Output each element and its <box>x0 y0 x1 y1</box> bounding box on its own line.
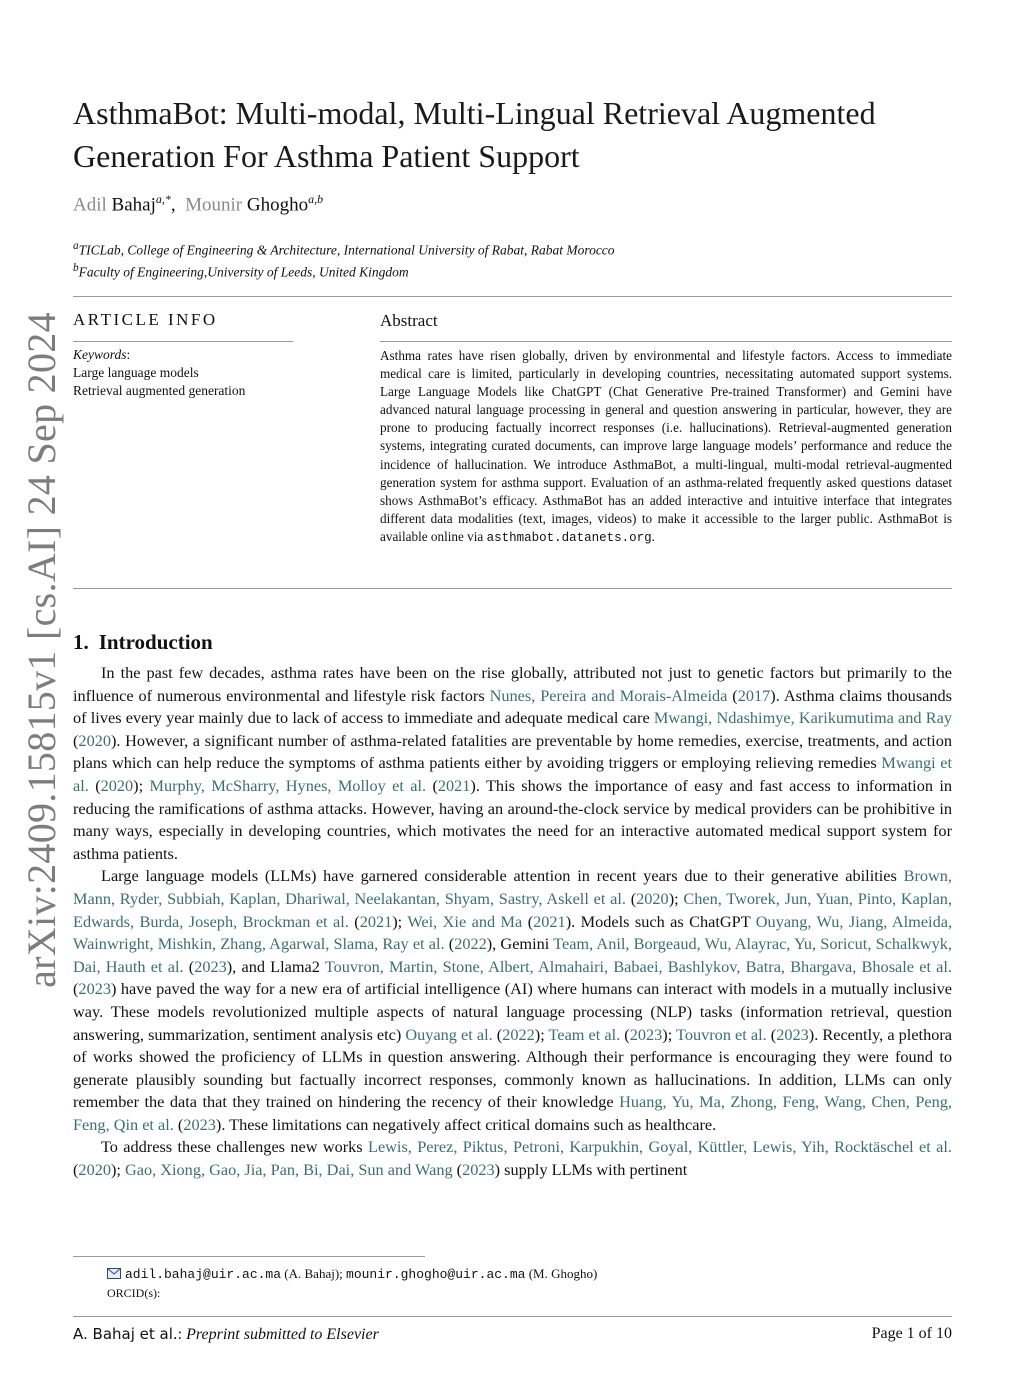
section-heading <box>73 630 213 655</box>
body-text: ( <box>625 888 637 908</box>
footnote <box>107 1265 597 1302</box>
citation-link[interactable]: Chen, Tworek, Jun, Yuan, Pinto, Kaplan, Edwards, Burda, Joseph, Brockman et al. <box>73 888 953 931</box>
email-owner-1: (A. Bahaj); <box>281 1266 347 1281</box>
abstract-url-link[interactable]: asthmabot.datanets.org <box>486 530 652 545</box>
envelope-icon <box>107 1268 121 1279</box>
header-divider <box>73 296 952 297</box>
body-text: ); <box>534 1024 549 1044</box>
citation-link[interactable]: Brown, Mann, Ryder, Subbiah, Kaplan, Dhariwal, Neelakantan, Shyam, Sastry, Askell et al. <box>73 866 952 908</box>
page-number: Page 1 of 10 <box>871 1325 952 1342</box>
orcid-label: ORCID(s): <box>107 1286 161 1300</box>
affiliation-b-text: Faculty of Engineering,University of Leeds, United Kingdom <box>78 264 409 280</box>
body-text: ( <box>620 1024 630 1044</box>
affiliation-a <box>73 240 615 259</box>
body-text: ( <box>727 685 738 705</box>
author-2-sup: a,b <box>308 192 324 206</box>
citation-link[interactable]: 2022 <box>454 934 487 954</box>
citation-link[interactable]: Touvron et al. <box>676 1024 767 1044</box>
citation-link[interactable]: Nunes, Pereira and Morais-Almeida <box>489 685 728 705</box>
citation-link[interactable]: Team, Anil, Borgeaud, Wu, Alayrac, Yu, Soricut, Schalkwyk, Dai, Hauth et al. <box>73 934 952 976</box>
body-text: ), and Llama2 <box>226 956 325 976</box>
citation-link[interactable]: 2020 <box>78 1160 111 1180</box>
affiliation-b-mark: b <box>73 262 79 274</box>
citation-link[interactable]: Wei, Xie and Ma <box>407 911 523 931</box>
footer-venue: Preprint submitted to Elsevier <box>186 1326 379 1343</box>
body-text: In the past few decades, asthma rates have been on the rise globally, attributed not just to genetic factors but primarily to the influence of numerous environmental and lifestyle risk factors <box>73 663 952 705</box>
article-info-heading: ARTICLE INFO <box>73 310 218 329</box>
keywords-label: Keywords <box>73 347 127 362</box>
citation-link[interactable]: 2023 <box>629 1024 663 1044</box>
email-link-2[interactable]: mounir.ghogho@uir.ac.ma <box>346 1267 526 1282</box>
citation-link[interactable]: Murphy, McSharry, Hynes, Molloy et al. <box>149 775 427 795</box>
footer-divider <box>73 1316 952 1317</box>
author-1-sup: a,* <box>155 192 171 206</box>
footer-authors: A. Bahaj et al. <box>73 1325 178 1343</box>
author-1-last: Bahaj <box>111 194 156 216</box>
body-text: ). These limitations can negatively affect critical domains such as healthcare. <box>215 1114 717 1134</box>
body-text: ); <box>662 1024 677 1044</box>
body-text: To address these challenges new works <box>101 1137 368 1157</box>
citation-link[interactable]: 2023 <box>78 979 111 999</box>
body-text: Large language models (LLMs) have garnered considerable attention in recent years due to their generative abilities <box>101 866 904 886</box>
abstract-end: . <box>651 528 655 544</box>
affiliation-a-mark: a <box>73 240 79 252</box>
body-text: ( <box>88 775 101 795</box>
body-text: ); <box>668 888 684 908</box>
keyword-item: Large language models <box>73 365 199 380</box>
abstract-body <box>380 347 952 547</box>
citation-link[interactable]: Ouyang, Wu, Jiang, Almeida, Wainwright, Mishkin, Zhang, Agarwal, Slama, Ray et al. <box>73 911 953 954</box>
citation-link[interactable]: Ouyang et al. <box>405 1024 493 1044</box>
body-text: ). This shows the importance of easy and fast access to information in reducing the ramifications of asthma attacks. However, having an around-the-clock service by medical providers can be prohibitive in many ways, especially in developing countries, which motivates the need for an interactive automated medical support system for asthma patients. <box>73 775 952 863</box>
citation-link[interactable]: Huang, Yu, Ma, Zhong, Feng, Wang, Chen, Peng, Feng, Qin et al. <box>73 1092 952 1134</box>
body-text: ( <box>73 979 79 999</box>
section-number: 1. <box>73 630 89 654</box>
email-link-1[interactable]: adil.bahaj@uir.ac.ma <box>125 1267 282 1282</box>
keywords-block: Keywords: Large language models Retrieval augmented generation <box>73 347 246 398</box>
citation-link[interactable]: 2023 <box>183 1114 216 1134</box>
body-text: ) supply LLMs with pertinent <box>494 1160 688 1180</box>
body-text: ( <box>492 1024 503 1044</box>
citation-link[interactable]: 2021 <box>533 911 566 931</box>
body-text: ), Gemini <box>486 934 554 954</box>
body-text: ); <box>133 775 150 795</box>
footer-colon: : <box>177 1326 187 1343</box>
body-text: ( <box>766 1024 777 1044</box>
citation-link[interactable]: Team et al. <box>548 1024 621 1044</box>
author-1-first: Adil <box>73 194 107 216</box>
author-2-first: Mounir <box>185 194 243 216</box>
abstract-rule <box>380 341 952 342</box>
body-text: ) have paved the way for a new era of artificial intelligence (AI) where humans can interact with models in a mutually inclusive way. These models revolutionized multiple aspects of natural language processing (NLP) tasks (information retrieval, question answering, summarization, sentiment analysis etc) <box>73 979 952 1044</box>
affiliation-b <box>73 262 409 281</box>
arxiv-stamp: arXiv:2409.15815v1 [cs.AI] 24 Sep 2024 <box>19 312 64 988</box>
abstract-text: Asthma rates have risen globally, driven by environmental and lifestyle factors. Access to immediate medical care is limited, particularly in developing countries, necessitating automated support systems. Large Language Models like ChatGPT (Chat Generative Pre-trained Transformer) and Gemini have advanced natural language processing in general and question answering in particular, however, they are prone to producing factually incorrect responses (i.e. hallucinations). Retrieval-augmented generation systems, integrating curated documents, can improve large language models’ performance and reduce the incidence of hallucination. We introduce AsthmaBot, a multi-lingual, multi-modal retrieval-augmented generation system for asthma support. Evaluation of an asthma-related frequently asked questions dataset shows AsthmaBot’s efficacy. AsthmaBot has an added interactive and intuitive interface that integrates different data modalities (text, images, videos) to make it accessible to the larger public. AsthmaBot is available online via <box>380 348 952 544</box>
paper-title: AsthmaBot: Multi-modal, Multi-Lingual Retrieval Augmented Generation For Asthma Patient Support <box>73 95 876 174</box>
citation-link[interactable]: Gao, Xiong, Gao, Jia, Pan, Bi, Dai, Sun and Wang <box>125 1160 453 1180</box>
body-text: ). However, a significant number of asthma-related fatalities are preventable by home remedies, exercise, treatments, and action plans which can help reduce the symptoms of asthma patients either by avoiding triggers or employing relieving remedies <box>73 730 952 773</box>
abstract-heading: Abstract <box>380 311 438 330</box>
body-text: ( <box>348 911 360 931</box>
body-text: ); <box>392 911 408 931</box>
affiliation-a-text: TICLab, College of Engineering & Architecture, International University of Rabat, Rabat Morocco <box>78 242 615 258</box>
citation-link[interactable]: 2023 <box>194 956 227 976</box>
abstract-divider <box>73 588 952 589</box>
citation-link[interactable]: 2020 <box>636 888 669 908</box>
intro-paragraph-1 <box>73 662 952 865</box>
citation-link[interactable]: Lewis, Perez, Piktus, Petroni, Karpukhin, Goyal, Küttler, Lewis, Yih, Rocktäschel et al. <box>368 1137 952 1157</box>
citation-link[interactable]: 2020 <box>100 775 134 795</box>
keyword-item: Retrieval augmented generation <box>73 383 246 398</box>
citation-link[interactable]: 2023 <box>462 1160 495 1180</box>
intro-body <box>73 662 952 1182</box>
body-text: ( <box>452 1160 463 1180</box>
body-text: ). Recently, a plethora of works showed the proficiency of LLMs in question answering. Although their performance is encouraging they were found to generate plausibly sounding but factually incorrect responses, commonly known as hallucinations. In addition, LLMs can only remember the data that they trained on hindering the recency of their knowledge <box>73 1024 952 1112</box>
email-owner-2: (M. Ghogho) <box>525 1266 598 1281</box>
citation-link[interactable]: Mwangi et al. <box>73 753 952 795</box>
citation-link[interactable]: 2021 <box>437 775 471 795</box>
citation-link[interactable]: 2020 <box>78 730 111 750</box>
body-text: ( <box>183 956 195 976</box>
body-text: ( <box>522 911 534 931</box>
body-text: ( <box>444 934 455 954</box>
citation-link[interactable]: 2022 <box>502 1024 535 1044</box>
author-2-last: Ghogho <box>246 194 309 216</box>
body-text: ). Models such as ChatGPT <box>565 911 756 931</box>
intro-paragraph-3 <box>73 1136 952 1181</box>
footnote-rule <box>73 1256 425 1257</box>
article-info-rule <box>73 341 293 342</box>
body-text: ); <box>110 1160 125 1180</box>
citation-link[interactable]: 2017 <box>737 685 771 705</box>
body-text: ). Asthma claims thousands of lives every year mainly due to lack of access to immediate and adequate medical care <box>73 685 952 728</box>
citation-link[interactable]: 2023 <box>776 1024 809 1044</box>
body-text: ( <box>73 730 79 750</box>
section-title: Introduction <box>98 630 213 654</box>
body-text: ( <box>426 775 438 795</box>
citation-link[interactable]: 2021 <box>359 911 393 931</box>
citation-link[interactable]: Touvron, Martin, Stone, Albert, Almahairi, Babaei, Bashlykov, Batra, Bhargava, Bhosale et al. <box>324 956 952 976</box>
footer-left <box>73 1325 379 1344</box>
author-list: Adil Bahaj$^{a,*}$, Mounir Ghogho$^{a,b}$ <box>73 192 324 216</box>
body-text: ( <box>173 1114 184 1134</box>
intro-paragraph-2 <box>73 865 952 1136</box>
body-text: ( <box>73 1160 79 1180</box>
citation-link[interactable]: Mwangi, Ndashimye, Karikumutima and Ray <box>653 708 953 728</box>
